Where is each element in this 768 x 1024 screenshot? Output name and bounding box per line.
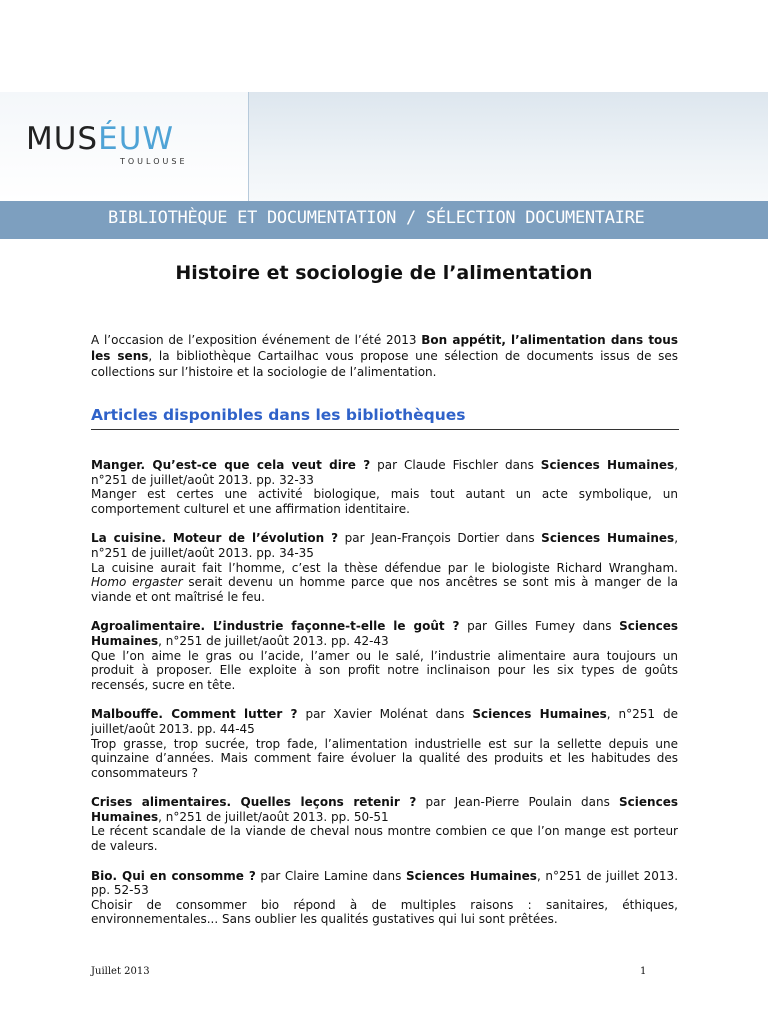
banner-photo-area bbox=[248, 92, 768, 201]
article-title: Agroalimentaire. L’industrie façonne-t-elle le goût ? bbox=[91, 619, 460, 634]
section-heading: Articles disponibles dans les bibliothèques bbox=[91, 406, 679, 430]
header-banner bbox=[0, 92, 768, 201]
article-title: Malbouffe. Comment lutter ? bbox=[91, 707, 298, 722]
article-entry bbox=[91, 707, 678, 780]
article-reference: , n°251 de juillet/août 2013. pp. 44-45 bbox=[91, 707, 679, 736]
article-journal: Sciences Humaines bbox=[91, 795, 678, 824]
article-title: La cuisine. Moteur de l’évolution ? bbox=[91, 531, 339, 546]
page-number: 1 bbox=[640, 966, 647, 977]
logo-wordmark: MUSÉUW bbox=[26, 121, 175, 157]
article-author: par Jean-François Dortier dans bbox=[338, 531, 542, 546]
banner-title: BIBLIOTHÈQUE ET DOCUMENTATION / SÉLECTION DOCUMENTAIRE bbox=[108, 208, 645, 228]
article-title: Crises alimentaires. Quelles leçons retenir ? bbox=[91, 795, 417, 810]
article-journal: Sciences Humaines bbox=[540, 458, 675, 472]
species-name: Homo ergaster bbox=[91, 575, 183, 590]
article-author: par Claude Fischler dans bbox=[370, 458, 541, 472]
article-journal: Sciences Humaines bbox=[405, 868, 537, 883]
footer-date: Juillet 2013 bbox=[91, 966, 150, 977]
article-description: Trop grasse, trop sucrée, trop fade, l’alimentation industrielle est sur la sellette depuis une quinzaine d’années. Mais comment faire évoluer la qualité des produits et les habitudes des consommateurs ? bbox=[91, 736, 678, 780]
article-author: par Gilles Fumey dans bbox=[459, 619, 620, 634]
article-description: Choisir de consommer bio répond à de multiples raisons : sanitaires, éthiques, environnementales... Sans oublier les qualités gustatives qui lui sont prêtées. bbox=[91, 897, 678, 927]
article-entry bbox=[91, 531, 678, 604]
article-title: Bio. Qui en consomme ? bbox=[91, 868, 256, 883]
article-reference: , n°251 de juillet 2013. pp. 52-53 bbox=[91, 868, 679, 898]
article-reference: , n°251 de juillet/août 2013. pp. 42-43 bbox=[158, 633, 389, 648]
museum-logo bbox=[26, 121, 188, 166]
article-author: par Xavier Molénat dans bbox=[297, 707, 473, 722]
article-reference: , n°251 de juillet/août 2013. pp. 50-51 bbox=[158, 809, 389, 824]
section-banner bbox=[0, 201, 768, 239]
logo-subtitle: TOULOUSE bbox=[120, 157, 188, 166]
article-description: La cuisine aurait fait l’homme, c’est la thèse défendue par le biologiste Richard Wrangham. Homo ergaster serait devenu un homme parce que nos ancêtres se sont mis à manger de la viande et ont maîtrisé le feu. bbox=[91, 560, 678, 604]
article-journal: Sciences Humaines bbox=[91, 619, 679, 648]
article-entry bbox=[91, 869, 678, 927]
article-author: par Jean-Pierre Poulain dans bbox=[416, 795, 620, 810]
article-description: Manger est certes une activité biologique, mais tout autant un acte symbolique, un comportement culturel et une affirmation identitaire. bbox=[91, 487, 678, 516]
article-journal: Sciences Humaines bbox=[472, 707, 607, 722]
article-reference: , n°251 de juillet/août 2013. pp. 34-35 bbox=[91, 531, 679, 560]
article-entry bbox=[91, 458, 678, 516]
article-description: Que l’on aime le gras ou l’acide, l’amer ou le salé, l’industrie alimentaire aura toujours un produit à proposer. Elle exploite à son profit notre inclinaison pour les six types de goûts recensés, sucre en tête. bbox=[91, 648, 678, 692]
article-journal: Sciences Humaines bbox=[541, 531, 675, 546]
exhibition-name: Bon appétit, l’alimentation dans tous les sens bbox=[91, 333, 678, 363]
document-title: Histoire et sociologie de l’alimentation bbox=[175, 262, 593, 284]
article-reference: , n°251 de juillet/août 2013. pp. 32-33 bbox=[91, 458, 679, 487]
article-entry bbox=[91, 619, 678, 692]
intro-paragraph: A l’occasion de l’exposition événement de l’été 2013 Bon appétit, l’alimentation dans tous les sens, la bibliothèque Cartailhac vous propose une sélection de documents issus de ses collections sur l’histoire et la sociologie de l’alimentation. bbox=[91, 333, 678, 379]
article-description: Le récent scandale de la viande de cheval nous montre combien ce que l’on mange est porteur de valeurs. bbox=[91, 824, 678, 854]
article-author: par Claire Lamine dans bbox=[255, 868, 406, 883]
article-entry bbox=[91, 795, 678, 853]
article-list bbox=[91, 458, 678, 942]
article-title: Manger. Qu’est-ce que cela veut dire ? bbox=[91, 458, 371, 472]
